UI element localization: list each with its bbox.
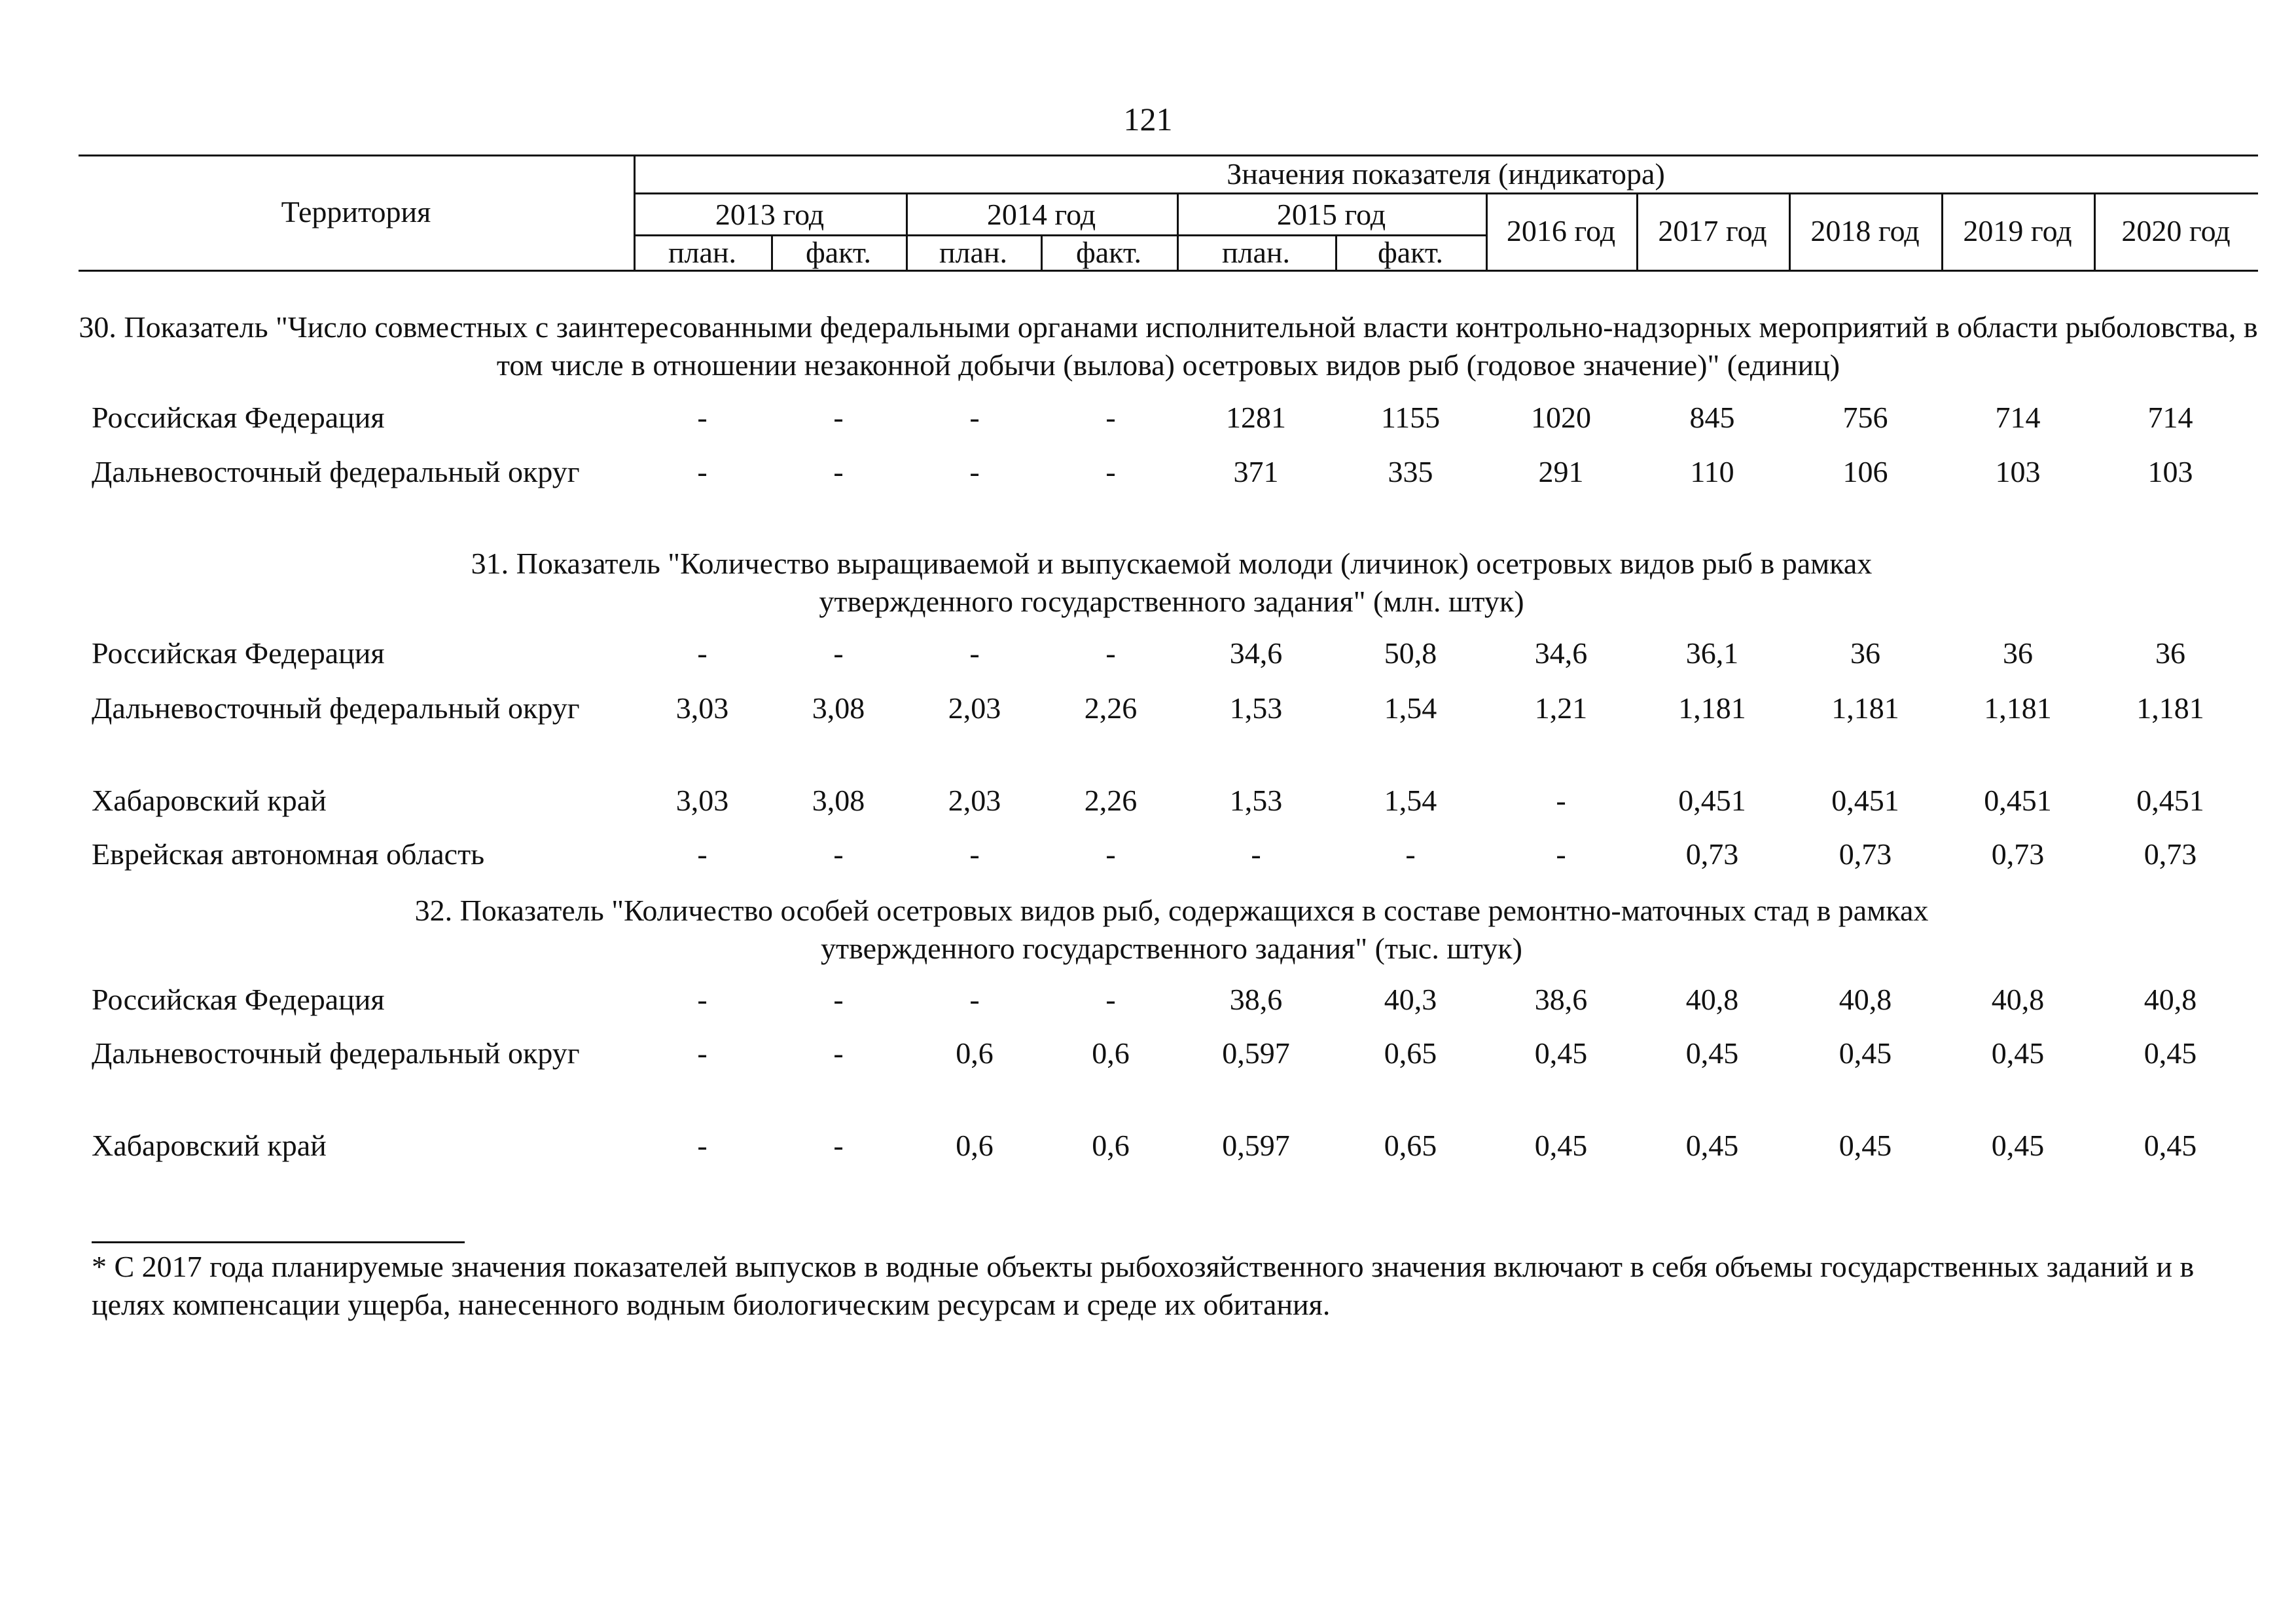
value-cell: - xyxy=(1105,636,1116,670)
row-territory-name: Российская Федерация xyxy=(92,401,385,434)
section-title: 30. Показатель "Число совместных с заинтересованными федеральными органами исполнительной власти контрольно-надзорных мероприятий в области рыболовства, в том числе в отношении незаконной добычи (вылова) осетровых видов рыб (годовое значение)" (единиц) xyxy=(79,310,2258,382)
value-cell: 1,21 xyxy=(1534,691,1588,725)
value-cell: 0,45 xyxy=(1991,1129,2045,1162)
value-cell: - xyxy=(833,837,844,871)
value-cell: 110 xyxy=(1690,455,1734,488)
value-cell: 0,73 xyxy=(2144,837,2197,871)
value-cell: 0,597 xyxy=(1222,1036,1290,1070)
value-cell: 3,03 xyxy=(675,691,729,725)
value-cell: - xyxy=(969,401,980,434)
value-cell: - xyxy=(1105,401,1116,434)
row-territory-name: Хабаровский край xyxy=(92,1129,327,1162)
value-cell: 38,6 xyxy=(1229,983,1283,1016)
footnote-rule xyxy=(92,1241,465,1243)
value-cell: - xyxy=(969,837,980,871)
value-cell: - xyxy=(697,636,708,670)
value-cell: 36 xyxy=(2003,636,2033,670)
value-cell: 36,1 xyxy=(1685,636,1739,670)
header-year-2019: 2019 год xyxy=(1963,214,2072,247)
value-cell: 0,451 xyxy=(1984,784,2052,817)
value-cell: - xyxy=(1105,983,1116,1016)
value-cell: 0,597 xyxy=(1222,1129,1290,1162)
header-year-2015: 2015 год xyxy=(1276,198,1386,231)
header-year-2016: 2016 год xyxy=(1506,214,1616,247)
value-cell: - xyxy=(1251,837,1261,871)
value-cell: 0,45 xyxy=(1534,1036,1588,1070)
value-cell: 2,03 xyxy=(948,691,1001,725)
value-cell: 0,73 xyxy=(1839,837,1892,871)
value-cell: 2,26 xyxy=(1084,784,1138,817)
value-cell: 0,6 xyxy=(956,1129,994,1162)
value-cell: 103 xyxy=(1995,455,2041,488)
header-year-2018: 2018 год xyxy=(1810,214,1920,247)
header-fact: факт. xyxy=(1075,236,1142,269)
header-year-2013: 2013 год xyxy=(715,198,825,231)
value-cell: 40,8 xyxy=(1839,983,1892,1016)
value-cell: - xyxy=(833,1129,844,1162)
value-cell: - xyxy=(1105,837,1116,871)
header-year-2017: 2017 год xyxy=(1658,214,1767,247)
value-cell: 371 xyxy=(1233,455,1279,488)
header-year-2014: 2014 год xyxy=(986,198,1096,231)
header-group-rule xyxy=(634,192,2258,194)
value-cell: 0,45 xyxy=(2144,1036,2197,1070)
header-bottom-rule xyxy=(79,270,2258,272)
header-fact: факт. xyxy=(1377,236,1444,269)
header-top-rule xyxy=(79,155,2258,156)
value-cell: - xyxy=(833,636,844,670)
value-cell: - xyxy=(833,983,844,1016)
value-cell: 335 xyxy=(1388,455,1433,488)
value-cell: 36 xyxy=(1850,636,1880,670)
value-cell: - xyxy=(969,455,980,488)
value-cell: 0,73 xyxy=(1991,837,2045,871)
value-cell: - xyxy=(697,837,708,871)
value-cell: 0,45 xyxy=(1534,1129,1588,1162)
value-cell: 34,6 xyxy=(1534,636,1588,670)
value-cell: 40,3 xyxy=(1384,983,1437,1016)
value-cell: 50,8 xyxy=(1384,636,1437,670)
value-cell: 2,26 xyxy=(1084,691,1138,725)
value-cell: 1020 xyxy=(1531,401,1591,434)
value-cell: 0,45 xyxy=(1839,1129,1892,1162)
value-cell: 1281 xyxy=(1226,401,1286,434)
value-cell: 1,181 xyxy=(1831,691,1899,725)
value-cell: 1,53 xyxy=(1229,691,1283,725)
value-cell: 0,451 xyxy=(2136,784,2204,817)
value-cell: - xyxy=(833,1036,844,1070)
value-cell: - xyxy=(697,1036,708,1070)
value-cell: 103 xyxy=(2147,455,2193,488)
section-title: 31. Показатель "Количество выращиваемой и выпускаемой молоди (личинок) осетровых видов рыб в рамках утвержденного государственного задания" (млн. штук) xyxy=(471,547,1873,618)
value-cell: - xyxy=(697,455,708,488)
value-cell: 1155 xyxy=(1380,401,1441,434)
value-cell: 1,181 xyxy=(1678,691,1746,725)
value-cell: 0,73 xyxy=(1685,837,1739,871)
value-cell: - xyxy=(833,455,844,488)
header-year-2020: 2020 год xyxy=(2121,214,2231,247)
value-cell: 756 xyxy=(1842,401,1888,434)
value-cell: 40,8 xyxy=(1685,983,1739,1016)
value-cell: - xyxy=(1105,455,1116,488)
value-cell: - xyxy=(1556,784,1566,817)
value-cell: 106 xyxy=(1842,455,1888,488)
page-number: 121 xyxy=(1123,101,1173,137)
value-cell: 0,451 xyxy=(1831,784,1899,817)
value-cell: - xyxy=(697,983,708,1016)
value-cell: - xyxy=(697,401,708,434)
header-plan: план. xyxy=(668,236,737,269)
value-cell: 1,181 xyxy=(1984,691,2052,725)
value-cell: 0,45 xyxy=(1839,1036,1892,1070)
value-cell: 0,65 xyxy=(1384,1036,1437,1070)
value-cell: - xyxy=(833,401,844,434)
header-plan: план. xyxy=(1221,236,1291,269)
value-cell: 714 xyxy=(1995,401,2041,434)
header-territory: Территория xyxy=(281,195,431,228)
row-territory-name: Хабаровский край xyxy=(92,784,327,817)
value-cell: - xyxy=(1556,837,1566,871)
value-cell: 3,08 xyxy=(812,784,865,817)
value-cell: 0,45 xyxy=(2144,1129,2197,1162)
row-territory-name: Российская Федерация xyxy=(92,636,385,670)
value-cell: - xyxy=(969,983,980,1016)
value-cell: 0,6 xyxy=(1092,1036,1130,1070)
header-fact: факт. xyxy=(805,236,872,269)
row-territory-name: Дальневосточный федеральный округ xyxy=(92,691,580,725)
value-cell: 1,54 xyxy=(1384,691,1437,725)
header-plan: план. xyxy=(939,236,1008,269)
value-cell: 714 xyxy=(2147,401,2193,434)
value-cell: 0,65 xyxy=(1384,1129,1437,1162)
value-cell: 0,45 xyxy=(1685,1129,1739,1162)
value-cell: 3,08 xyxy=(812,691,865,725)
value-cell: 40,8 xyxy=(1991,983,2045,1016)
value-cell: 0,6 xyxy=(956,1036,994,1070)
value-cell: - xyxy=(697,1129,708,1162)
value-cell: 2,03 xyxy=(948,784,1001,817)
value-cell: 40,8 xyxy=(2144,983,2197,1016)
value-cell: 845 xyxy=(1689,401,1735,434)
value-cell: 1,53 xyxy=(1229,784,1283,817)
value-cell: 0,45 xyxy=(1991,1036,2045,1070)
section-title: 32. Показатель "Количество особей осетровых видов рыб, содержащихся в составе ремонтно-маточных стад в рамках утвержденного государственного задания" (тыс. штук) xyxy=(414,894,1929,965)
value-cell: - xyxy=(969,636,980,670)
row-territory-name: Дальневосточный федеральный округ xyxy=(92,455,580,488)
value-cell: 0,6 xyxy=(1092,1129,1130,1162)
value-cell: 38,6 xyxy=(1534,983,1588,1016)
header-indicator-values: Значения показателя (индикатора) xyxy=(1227,157,1665,191)
value-cell: 1,54 xyxy=(1384,784,1437,817)
value-cell: 1,181 xyxy=(2136,691,2204,725)
value-cell: 0,451 xyxy=(1678,784,1746,817)
value-cell: 34,6 xyxy=(1229,636,1283,670)
value-cell: 3,03 xyxy=(675,784,729,817)
row-territory-name: Еврейская автономная область xyxy=(92,837,485,871)
row-territory-name: Дальневосточный федеральный округ xyxy=(92,1036,580,1070)
value-cell: - xyxy=(1405,837,1416,871)
value-cell: 36 xyxy=(2155,636,2185,670)
footnote: * С 2017 года планируемые значения показателей выпусков в водные объекты рыбохозяйственного значения включают в себя объемы государственных заданий и в целях компенсации ущерба, нанесенного водным биологическим ресурсам и среде их обитания. xyxy=(92,1250,2195,1321)
value-cell: 291 xyxy=(1538,455,1584,488)
row-territory-name: Российская Федерация xyxy=(92,983,385,1016)
value-cell: 0,45 xyxy=(1685,1036,1739,1070)
